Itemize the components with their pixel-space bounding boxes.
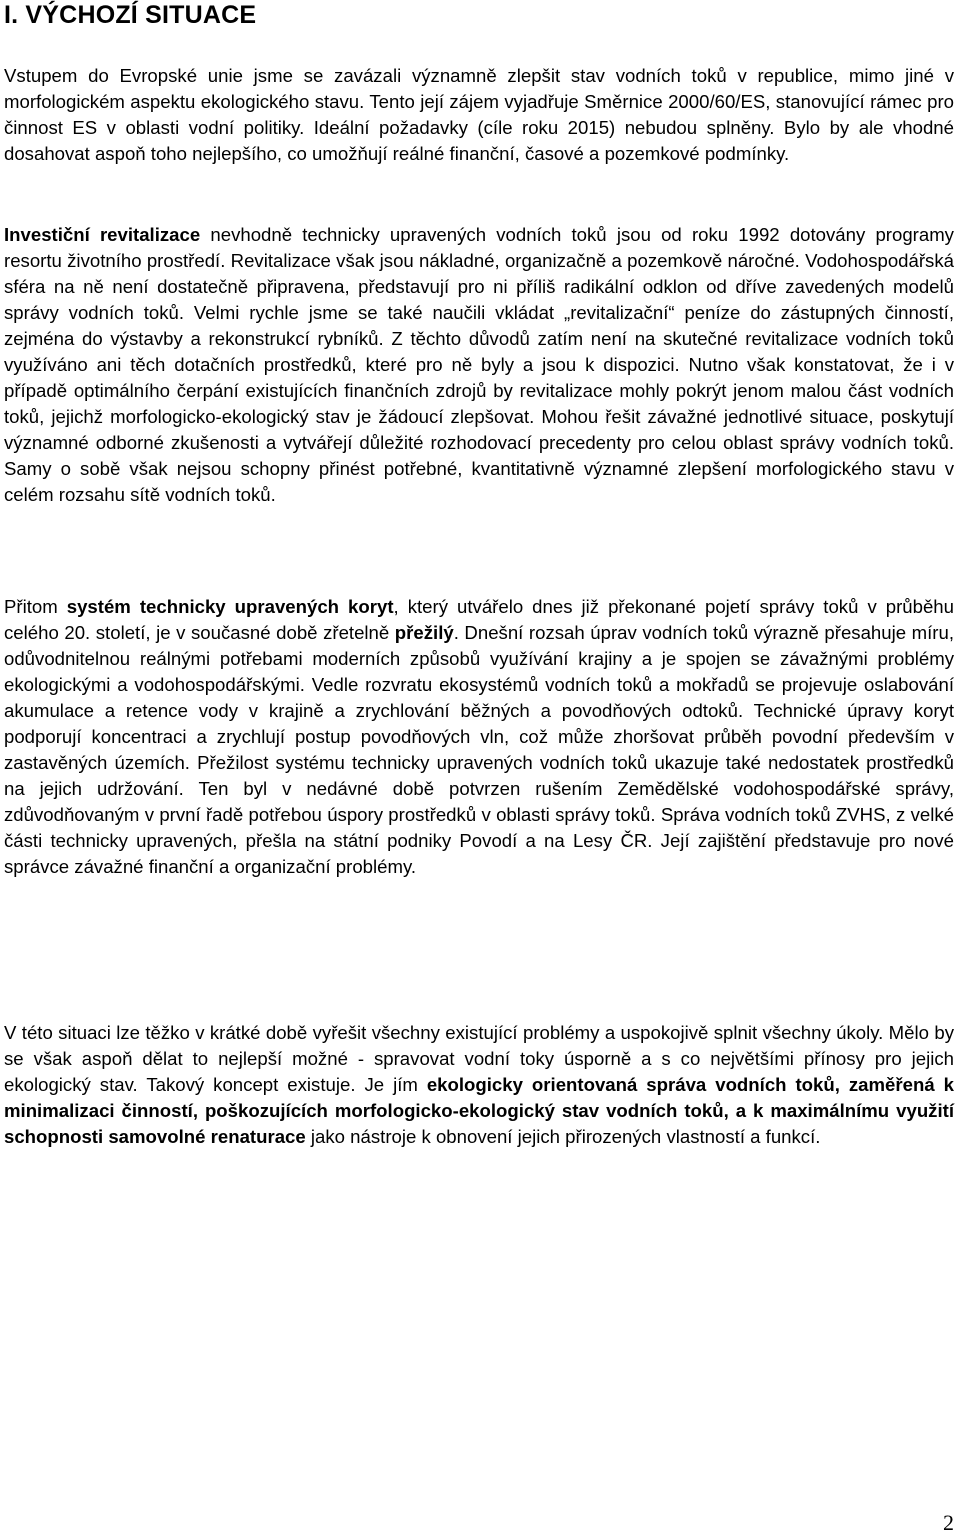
paragraph-2 [4, 222, 954, 508]
paragraph-3-bold-term-b: přežilý [394, 622, 454, 643]
paragraph-2-text: nevhodně technicky upravených vodních toků jsou od roku 1992 dotovány programy resortu životního prostředí. Revitalizace však jsou nákladné, organizačně a pozemkově náročné. Vodohospodářská sféra na ně není dostatečně připravena, představují pro ni příliš radikální odklon od dříve zavedených modelů správy vodních toků. Velmi rychle jsme se také naučili vkládat „revitalizační“ peníze do zástupných činností, zejména do výstavby a rekonstrukcí rybníků. Z těchto důvodů zatím není na skutečné revitalizace vodních toků využíváno ani těch dotačních prostředků, které pro ně byly a jsou k dispozici. Nutno však konstatovat, že i v případě optimálního čerpání existujících finančních zdrojů by revitalizace mohly pokrýt jenom malou část vodních toků, jejichž morfologicko-ekologický stav je žádoucí zlepšovat. Mohou řešit závažné jednotlivé situace, poskytují významné odborné zkušenosti a vytvářejí důležité rozhodovací precedenty pro celou oblast správy vodních toků. Samy o sobě však nejsou schopny přinést potřebné, kvantitativně významné zlepšení morfologického stavu v celém rozsahu sítě vodních toků. [4, 224, 954, 505]
page-number: 2 [943, 1510, 954, 1535]
paragraph-3-text-a: Přitom [4, 596, 67, 617]
paragraph-1-text: Vstupem do Evropské unie jsme se zavázali významně zlepšit stav vodních toků v republice, mimo jiné v morfologickém aspektu ekologického stavu. Tento její zájem vyjadřuje Směrnice 2000/60/ES, stanovující rámec pro činnost ES v oblasti vodní politiky. Ideální požadavky (cíle roku 2015) nebudou splněny. Bylo by ale vhodné dosahovat aspoň toho nejlepšího, co umožňují reálné finanční, časové a pozemkové podmínky. [4, 65, 954, 164]
paragraph-4-bold-term: ekologicky orientovaná správa vodních toků, zaměřená k minimalizaci činností, poškozujících morfologicko-ekologický stav vodních toků, a k maximálnímu využití schopnosti samovolné renaturace [4, 1074, 954, 1147]
paragraph-3-bold-term-a: systém technicky upravených koryt [66, 596, 394, 617]
paragraph-4 [4, 1020, 954, 1150]
paragraph-2-bold-term: Investiční revitalizace [4, 224, 201, 245]
paragraph-4-text-a: V této situaci lze těžko v krátké době vyřešit všechny existující problémy a uspokojivě splnit všechny úkoly. Mělo by se však aspoň dělat to nejlepší možné - spravovat vodní toky úsporně a s co největšími přínosy pro jejich ekologický stav. Takový koncept existuje. Je jím [4, 1022, 954, 1095]
paragraph-3-text-c: . Dnešní rozsah úprav vodních toků výrazně přesahuje míru, odůvodnitelnou reálnými potřebami moderních způsobů využívání krajiny a je spojen se závažnými problémy ekologickými a vodohospodářskými. Vedle rozvratu ekosystémů vodních toků a mokřadů se projevuje oslabování akumulace a retence vody v krajině a zrychlování běžných a povodňových odtoků. Technické úpravy koryt podporují koncentraci a zrychlují postup povodňových vln, což může zhoršovat průběh povodní především v zastavěných územích. Přežilost systému technicky upravených vodních toků ukazuje také nedostatek prostředků na jejich udržování. Ten byl v nedávné době potvrzen rušením Zemědělské vodohospodářské správy, zdůvodňovaným v první řadě potřebou úspory prostředků v oblasti správy toků. Správa vodních toků ZVHS, z velké části technicky upravených, přešla na státní podniky Povodí a na Lesy ČR. Její zajištění představuje pro nové správce závažné finanční a organizační problémy. [4, 622, 954, 877]
paragraph-3-text-b: , který utvářelo dnes již překonané pojetí správy toků v průběhu celého 20. století, je v současné době zřetelně [4, 596, 954, 643]
paragraph-4-text-b: jako nástroje k obnovení jejich přirozených vlastností a funkcí. [305, 1126, 821, 1147]
paragraph-1 [4, 63, 954, 167]
section-heading: I. VÝCHOZÍ SITUACE [4, 1, 257, 29]
paragraph-3 [4, 594, 954, 880]
